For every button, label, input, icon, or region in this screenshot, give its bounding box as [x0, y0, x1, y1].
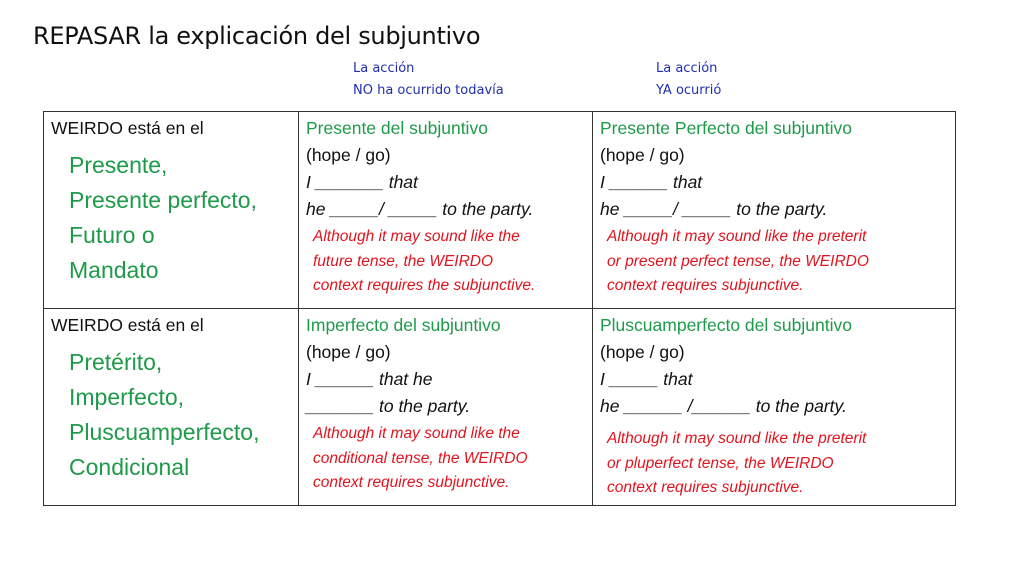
table-row	[44, 112, 956, 309]
cell-line: I ______ that he	[306, 369, 433, 389]
imperfect-subjunctive-cell	[299, 309, 593, 506]
cell-heading: Imperfecto del subjuntivo	[306, 315, 501, 335]
header-not-yet-line1: La acción	[353, 61, 415, 76]
cell-note	[313, 225, 535, 299]
note-line: future tense, the WEIRDO	[313, 252, 494, 270]
cell-note	[313, 422, 528, 496]
note-line: Although it may sound like the preterit	[607, 228, 867, 245]
note-line: Although it may sound like the	[313, 228, 520, 245]
table-row	[44, 309, 956, 506]
present-subjunctive-cell	[299, 112, 593, 309]
tense-item: Presente,	[69, 152, 168, 178]
row1-tense-list	[69, 148, 298, 288]
cell-line: (hope / go)	[600, 145, 685, 165]
cell-line: _______ to the party.	[306, 396, 471, 416]
cell-note	[607, 427, 866, 501]
cell-line: he _____/ _____ to the party.	[306, 199, 534, 219]
row2-label: WEIRDO está en el	[51, 315, 204, 335]
cell-heading: Pluscuamperfecto del subjuntivo	[600, 315, 852, 335]
tense-item: Imperfecto,	[69, 384, 185, 410]
cell-line: I ______ that	[600, 172, 703, 192]
note-line: or present perfect tense, the WEIRDO	[607, 252, 869, 270]
cell-heading: Presente del subjuntivo	[306, 118, 488, 138]
header-already-line2: YA ocurrió	[656, 83, 722, 98]
note-line: context requires subjunctive.	[607, 277, 804, 294]
tense-item: Condicional	[69, 454, 190, 480]
pluperfect-subjunctive-cell	[593, 309, 956, 506]
cell-heading: Presente Perfecto del subjuntivo	[600, 118, 852, 138]
row1-label-cell	[44, 112, 299, 309]
page-title: REPASAR la explicación del subjuntivo	[33, 22, 481, 50]
tense-item: Pretérito,	[69, 349, 163, 375]
header-not-yet-line2: NO ha ocurrido todavía	[353, 83, 504, 98]
note-line: Although it may sound like the	[313, 425, 520, 442]
note-line: context requires subjunctive.	[607, 479, 804, 496]
present-perfect-subjunctive-cell	[593, 112, 956, 309]
note-line: or pluperfect tense, the WEIRDO	[607, 454, 834, 472]
note-line: context requires the subjunctive.	[313, 277, 536, 294]
cell-line: I _____ that	[600, 369, 693, 389]
cell-line: he _____/ _____ to the party.	[600, 199, 828, 219]
row2-label-cell	[44, 309, 299, 506]
note-line: context requires subjunctive.	[313, 474, 510, 491]
header-not-yet	[353, 58, 504, 102]
tense-item: Futuro o	[69, 222, 155, 248]
row1-label: WEIRDO está en el	[51, 118, 204, 138]
cell-note	[607, 225, 869, 299]
header-already	[656, 58, 721, 102]
cell-line: (hope / go)	[600, 342, 685, 362]
cell-line: (hope / go)	[306, 342, 391, 362]
cell-line: I _______ that	[306, 172, 418, 192]
cell-line: he ______ /______ to the party.	[600, 396, 847, 416]
subjunctive-table	[43, 111, 956, 506]
cell-line: (hope / go)	[306, 145, 391, 165]
row2-tense-list	[69, 345, 298, 485]
note-line: Although it may sound like the preterit	[607, 430, 867, 447]
tense-item: Presente perfecto,	[69, 187, 257, 213]
tense-item: Mandato	[69, 257, 159, 283]
tense-item: Pluscuamperfecto,	[69, 419, 260, 445]
note-line: conditional tense, the WEIRDO	[313, 449, 528, 467]
header-already-line1: La acción	[656, 61, 718, 76]
